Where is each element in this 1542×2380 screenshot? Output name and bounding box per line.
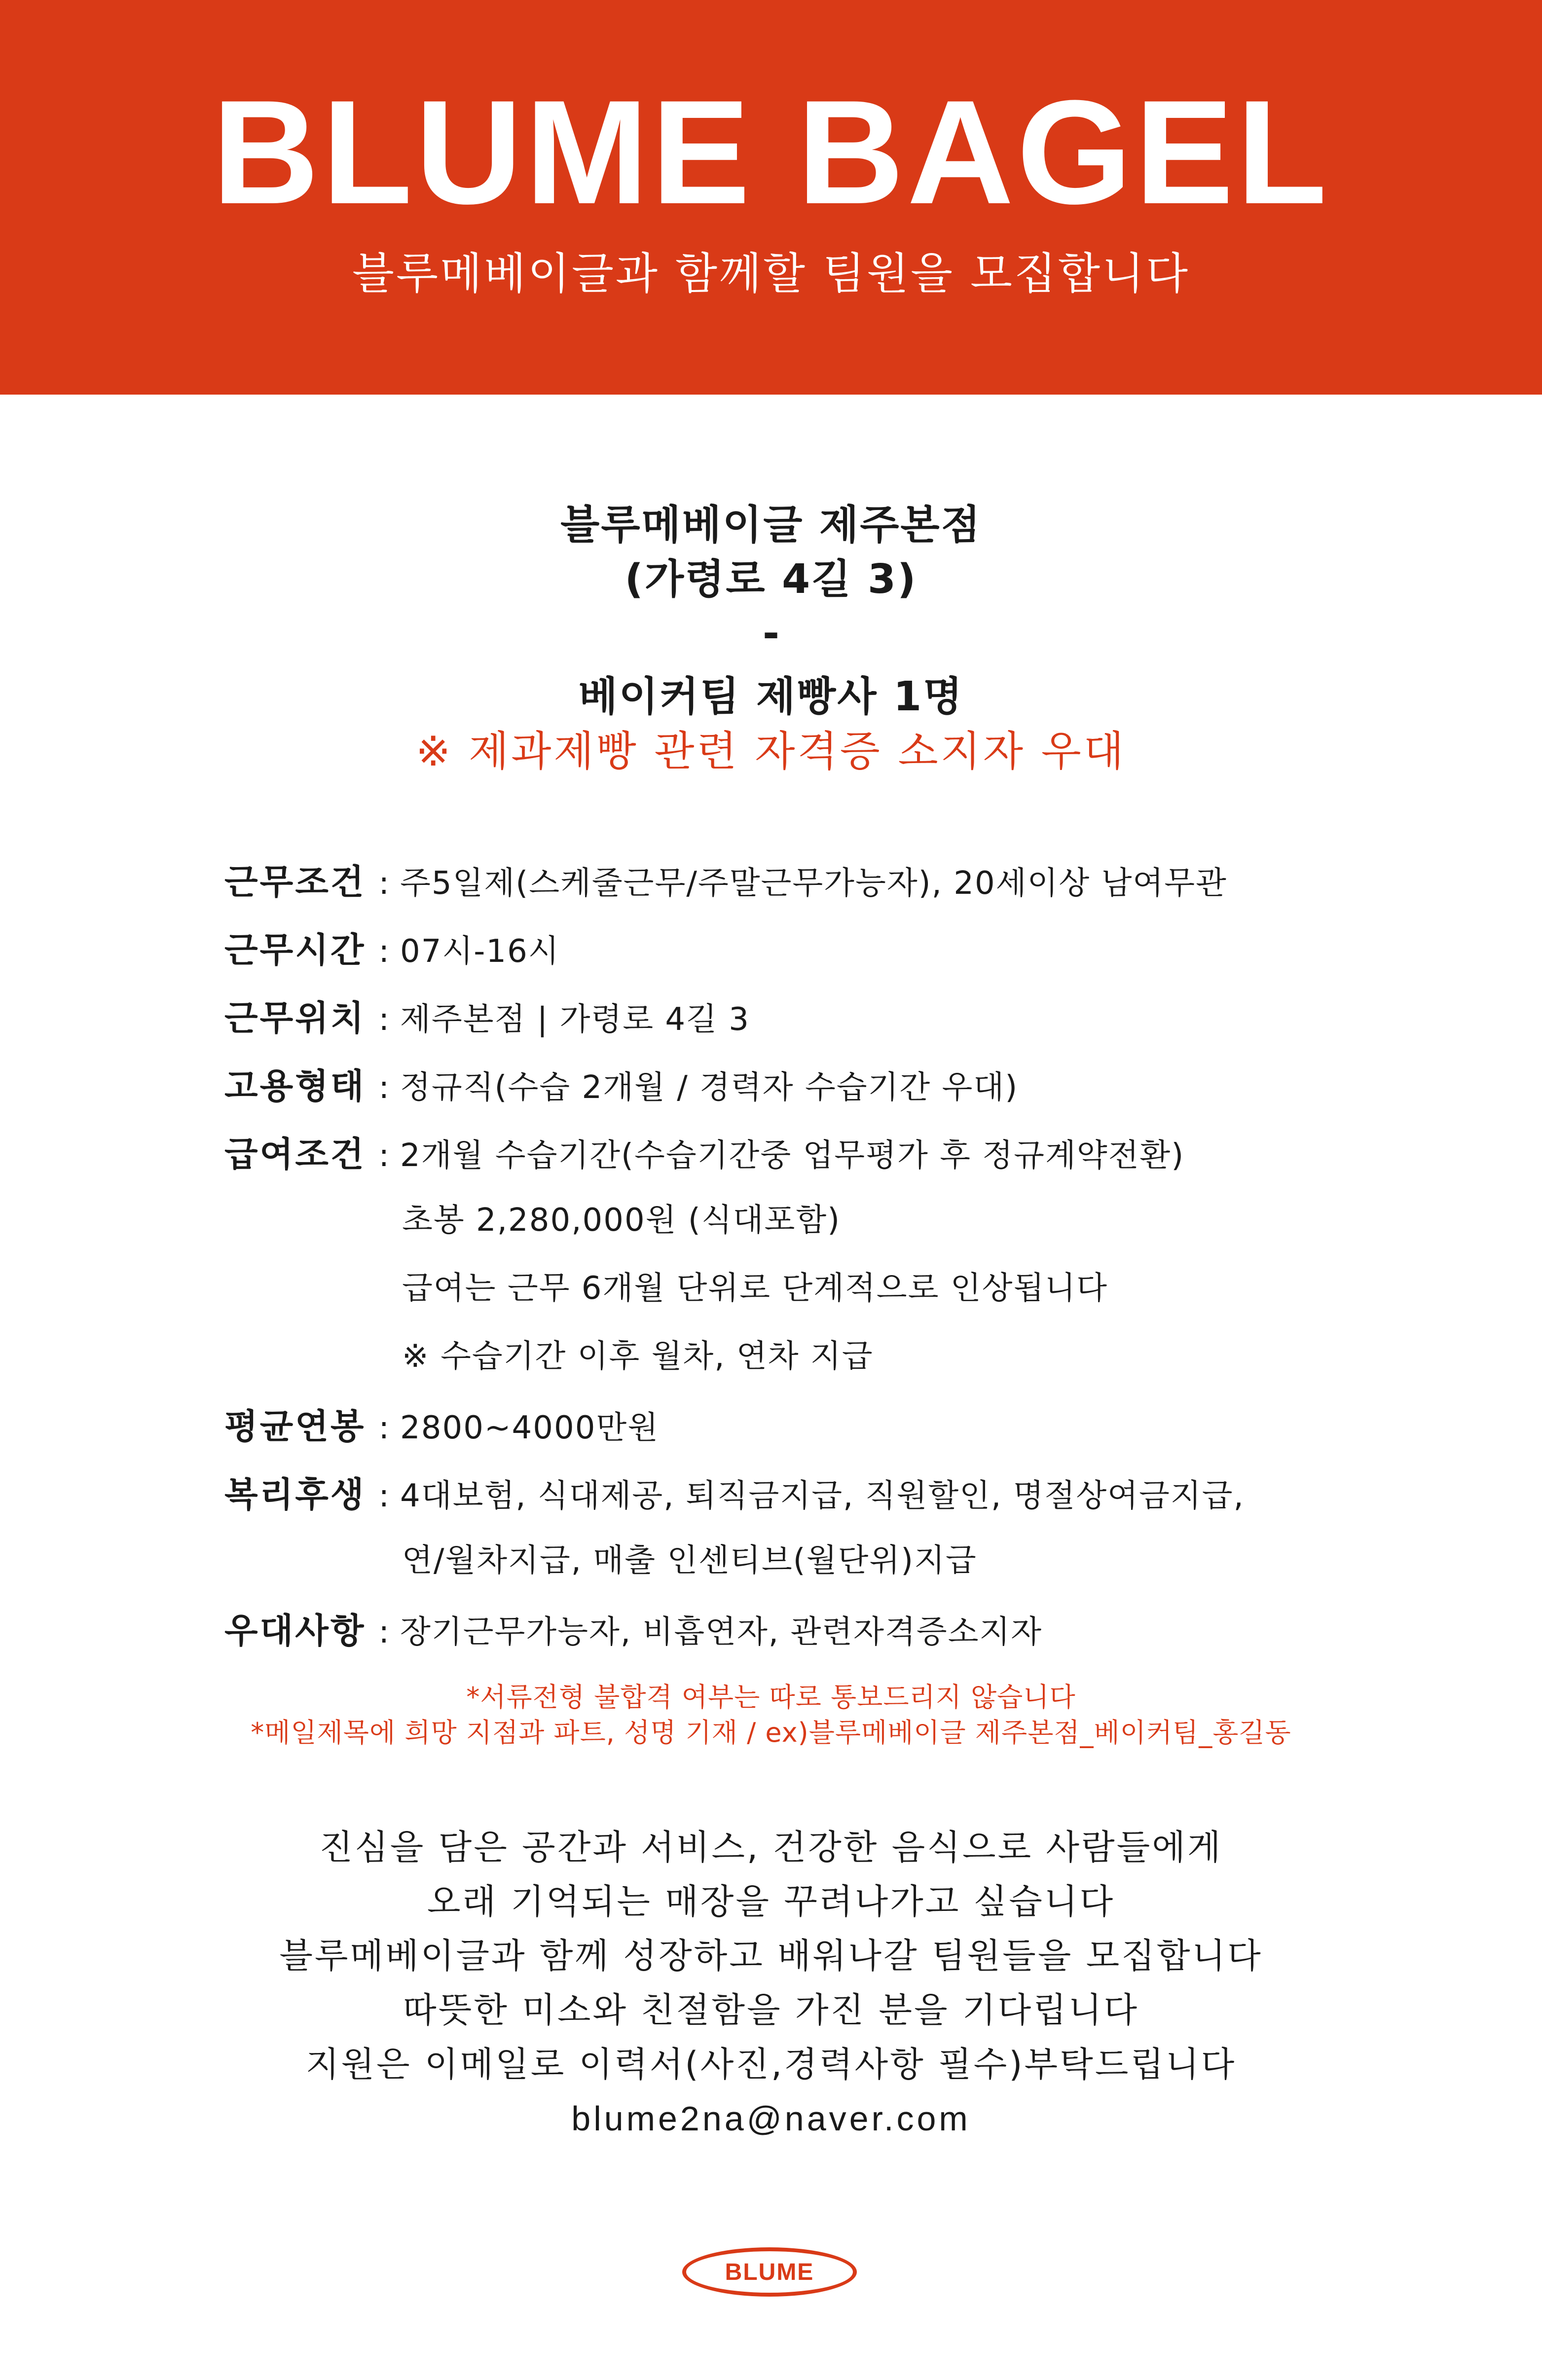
term-label: 근무위치: [224, 998, 366, 1038]
note-line: *서류전형 불합격 여부는 따로 통보드리지 않습니다: [466, 1682, 1076, 1713]
separator: -: [762, 610, 780, 657]
application-notes: [0, 1680, 1542, 1751]
closing-message: [0, 1820, 1542, 2146]
term-continuation: ※ 수습기간 이후 월차, 연차 지급: [402, 1338, 874, 1375]
term-continuation: 급여는 근무 6개월 단위로 단계적으로 인상됩니다: [402, 1270, 1108, 1307]
term-employment-type: [224, 1059, 1408, 1127]
note-line: *메일제목에 희망 지점과 파트, 성명 기재 / ex)블루메베이글 제주본점_베이커팀_홍길동: [251, 1717, 1291, 1748]
store-name: 블루메베이글 제주본점: [560, 502, 982, 549]
term-colon: :: [378, 1001, 390, 1038]
term-benefits: [224, 1467, 1408, 1535]
term-colon: :: [378, 1614, 390, 1650]
closing-line: 오래 기억되는 매장을 꾸려나가고 싶습니다: [427, 1881, 1115, 1922]
preference-note: ※ 제과제빵 관련 자격증 소지자 우대: [416, 727, 1126, 775]
job-terms: [224, 854, 1408, 1671]
term-colon: :: [378, 933, 390, 970]
term-colon: :: [378, 865, 390, 902]
term-label: 고용형태: [224, 1066, 366, 1106]
term-work-location: [224, 990, 1408, 1059]
position-title: 베이커팀 제빵사 1명: [578, 673, 964, 720]
closing-line: 따뜻한 미소와 친절함을 가진 분을 기다립니다: [403, 1990, 1139, 2030]
term-colon: :: [378, 1137, 390, 1174]
term-colon: :: [378, 1410, 390, 1446]
term-continuation: 초봉 2,280,000원 (식대포함): [402, 1202, 841, 1239]
term-value: 4대보험, 식대제공, 퇴직금지급, 직원할인, 명절상여금지급,: [400, 1478, 1245, 1514]
header-banner: [0, 0, 1542, 395]
term-value: 07시-16시: [400, 933, 560, 970]
term-colon: :: [378, 1069, 390, 1106]
term-label: 근무조건: [224, 862, 366, 902]
recruit-tagline: 블루메베이글과 함께할 팀원을 모집합니다: [352, 248, 1190, 299]
term-value: 장기근무가능자, 비흡연자, 관련자격증소지자: [400, 1614, 1043, 1650]
closing-line: 블루메베이글과 함께 성장하고 배워나갈 팀원들을 모집합니다: [279, 1936, 1263, 1976]
logo-text: BLUME: [725, 2259, 814, 2285]
term-average-salary: [224, 1399, 1408, 1467]
closing-line: 지원은 이메일로 이력서(사진,경력사항 필수)부탁드립니다: [305, 2044, 1237, 2085]
term-colon: :: [378, 1478, 390, 1514]
term-salary: [224, 1127, 1408, 1195]
term-value: 2개월 수습기간(수습기간중 업무평가 후 정규계약전환): [400, 1137, 1185, 1174]
term-label: 근무시간: [224, 930, 366, 970]
term-work-hours: [224, 922, 1408, 990]
term-continuation: 연/월차지급, 매출 인센티브(월단위)지급: [402, 1542, 977, 1579]
brand-title: BLUME BAGEL: [212, 69, 1330, 235]
term-preferences: [224, 1603, 1408, 1671]
term-label: 복리후생: [224, 1474, 366, 1515]
footer-logo: [682, 2247, 857, 2297]
term-label: 급여조건: [224, 1134, 366, 1174]
term-value: 2800~4000만원: [400, 1410, 660, 1446]
store-address: (가령로 4길 3): [624, 556, 918, 603]
position-intro: [0, 498, 1542, 778]
contact-email[interactable]: blume2na@naver.com: [571, 2099, 971, 2138]
term-label: 평균연봉: [224, 1406, 366, 1447]
term-value: 주5일제(스케줄근무/주말근무가능자), 20세이상 남여무관: [400, 865, 1227, 902]
term-work-conditions: [224, 854, 1408, 922]
closing-line: 진심을 담은 공간과 서비스, 건강한 음식으로 사람들에게: [319, 1827, 1223, 1867]
term-label: 우대사항: [224, 1611, 366, 1651]
term-value: 정규직(수습 2개월 / 경력자 수습기간 우대): [400, 1069, 1019, 1106]
term-value: 제주본점 | 가령로 4길 3: [400, 1001, 750, 1038]
